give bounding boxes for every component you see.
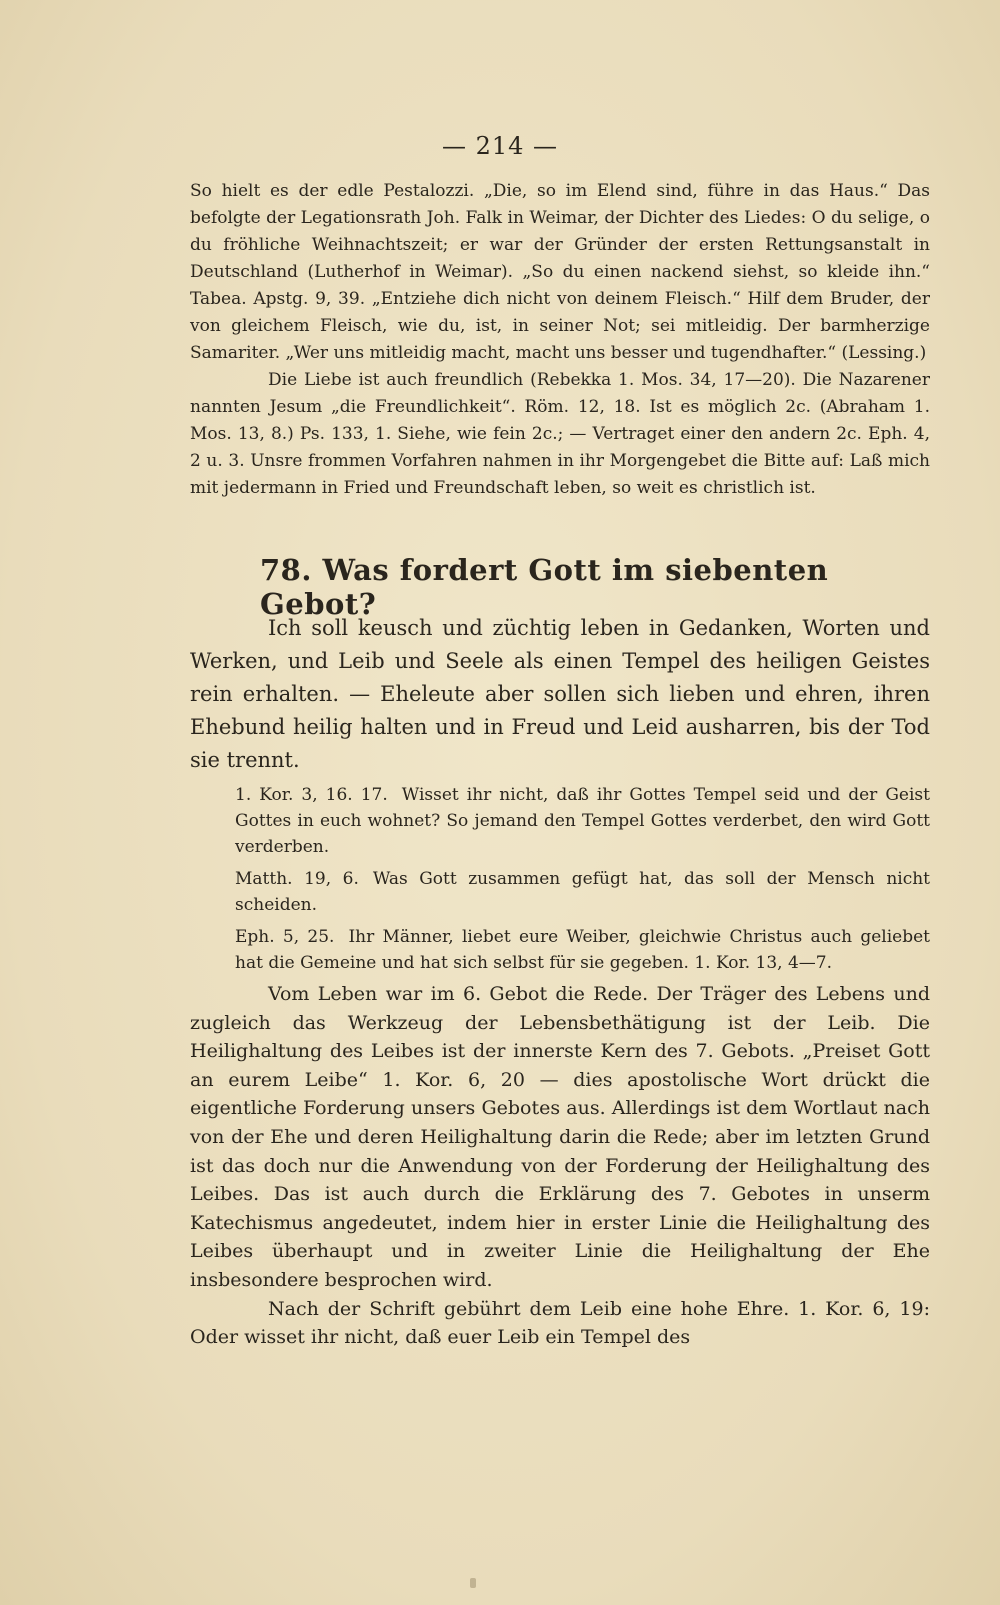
paragraph: So hielt es der edle Pestalozzi. „Die, so im Elend sind, führe in das Haus.“ Das befolgte der Legationsrath Joh. Falk in Weimar, der Dichter des Liedes: O du selige, o du fröhliche Weihnachtszeit; er war der Gründer der ersten Rettungsanstalt in Deutschland (Lutherhof in Weimar). „So du einen nackend siehst, so kleide ihn.“ Tabea. Apstg. 9, 39. „Entziehe dich nicht von deinem Fleisch.“ Hilf dem Bruder, der von gleichem Fleisch, wie du, ist, in seiner Not; sei mitleidig. Der barmherzige Samariter. „Wer uns mitleidig macht, macht uns besser und tugendhafter.“ (Lessing.) <box>190 181 930 363</box>
verse-text: Was Gott zusammen gefügt hat, das soll der Mensch nicht scheiden. <box>235 869 931 915</box>
body-text-block <box>190 980 930 1352</box>
print-speck <box>470 1578 476 1588</box>
verse-reference: Matth. 19, 6. <box>235 869 359 889</box>
verse-reference: Eph. 5, 25. <box>235 927 335 947</box>
verse-text: Wisset ihr nicht, daß ihr Gottes Tempel seid und der Geist Gottes in euch wohnet? So jemand den Tempel Gottes verderbet, den wird Gott verderben. <box>235 785 930 857</box>
verse-text: Ihr Männer, liebet eure Weiber, gleichwie Christus auch geliebet hat die Gemeine und hat sich selbst für sie gegeben. 1. Kor. 13, 4—7. <box>235 927 930 973</box>
top-text-block <box>190 178 930 502</box>
catechism-answer <box>190 612 930 777</box>
section-heading: 78. Was fordert Gott im siebenten Gebot? <box>260 553 829 621</box>
paragraph: Nach der Schrift gebührt dem Leib eine hohe Ehre. 1. Kor. 6, 19: Oder wisset ihr nicht, daß euer Leib ein Tempel des <box>190 1297 930 1349</box>
verse-reference: 1. Kor. 3, 16. 17. <box>235 785 388 805</box>
verse-item <box>235 866 930 918</box>
paragraph: Die Liebe ist auch freundlich (Rebekka 1. Mos. 34, 17—20). Die Nazarener nannten Jesum „die Freundlichkeit“. Röm. 12, 18. Ist es möglich 2c. (Abraham 1. Mos. 13, 8.) Ps. 133, 1. Siehe, wie fein 2c.; — Vertraget einer den andern 2c. Eph. 4, 2 u. 3. Unsre frommen Vorfahren nahmen in ihr Morgengebet die Bitte auf: Laß mich mit jedermann in Fried und Freundschaft leben, so weit es christlich ist. <box>190 370 930 498</box>
answer-text: Ich soll keusch und züchtig leben in Gedanken, Worten und Werken, und Leib und Seele als einen Tempel des heiligen Geistes rein erhalten. — Eheleute aber sollen sich lieben und ehren, ihren Ehebund heilig halten und in Freud und Leid ausharren, bis der Tod sie trennt. <box>190 616 930 772</box>
verse-item <box>235 782 930 860</box>
verse-item <box>235 924 930 976</box>
scripture-verses <box>235 782 930 982</box>
page-number: — 214 — <box>441 132 559 160</box>
paragraph: Vom Leben war im 6. Gebot die Rede. Der Träger des Lebens und zugleich das Werkzeug der Lebensbethätigung ist der Leib. Die Heilighaltung des Leibes ist der innerste Kern des 7. Gebots. „Preiset Gott an eurem Leibe“ 1. Kor. 6, 20 — dies apostolische Wort drückt die eigentliche Forderung unsers Gebotes aus. Allerdings ist dem Wortlaut nach von der Ehe und deren Heilighaltung darin die Rede; aber im letzten Grund ist das doch nur die Anwendung von der Forderung der Heilighaltung des Leibes. Das ist auch durch die Erklärung des 7. Gebotes in unserm Katechismus angedeutet, indem hier in erster Linie die Heilighaltung des Leibes überhaupt und in zweiter Linie die Heilighaltung der Ehe insbesondere besprochen wird. <box>190 983 930 1291</box>
